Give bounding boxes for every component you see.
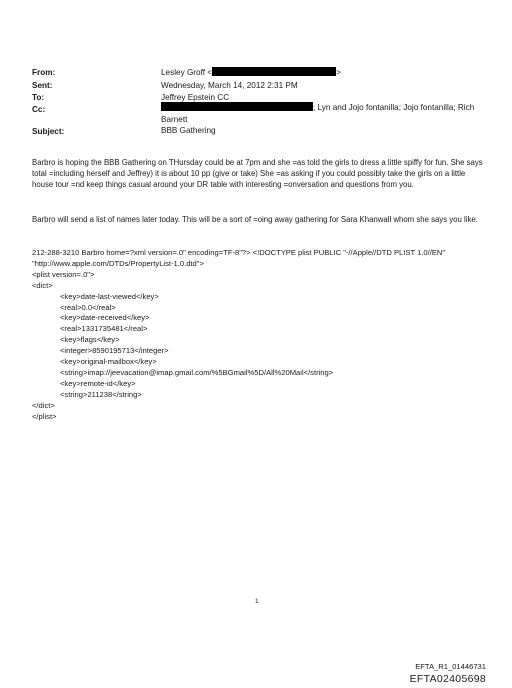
cc-label: Cc: xyxy=(32,105,46,114)
code-line: <string>211238</string> xyxy=(60,389,142,399)
code-line: <key>original-mailbox</key> xyxy=(60,357,157,367)
redaction-bar xyxy=(161,102,313,111)
to-value: Jeffrey Epstein CC xyxy=(161,93,230,102)
body-paragraph-2: Barbro will send a list of names later today. This will be a sort of =oing away gathering for Sara Khanwall whom she says you like. xyxy=(32,215,478,224)
code-line: </dict> xyxy=(32,400,55,410)
code-line: <key>date-last-viewed</key> xyxy=(60,291,159,301)
code-line: 212-288-3210 Barbro home=?xml version=.0" encoding=TF-8"?> <!DOCTYPE plist PUBLIC "-//Apple//DTD PLIST 1.0//EN" xyxy=(32,248,446,257)
page-number: 1 xyxy=(255,598,259,605)
code-line: <dict> xyxy=(32,280,53,290)
plist-code-block xyxy=(32,248,492,423)
cc-recipients: ; Lyn and Jojo fontanilla; Jojo fontanilla; Rich xyxy=(313,103,475,112)
sent-label: Sent: xyxy=(32,81,53,90)
cc-value-line2: Barnett xyxy=(161,115,188,124)
from-label: From: xyxy=(32,68,56,77)
code-line: <key>remote-id</key> xyxy=(60,378,136,388)
to-label: To: xyxy=(32,93,45,102)
subject-value: BBB Gathering xyxy=(161,126,216,135)
code-line: "http://www.apple.com/DTDs/PropertyList-1.0.dtd"> xyxy=(32,258,204,268)
sent-value: Wednesday, March 14, 2012 2:31 PM xyxy=(161,81,298,90)
code-line: <string>imap://jeevacation@imap.gmail.com/%5BGmail%5D/All%20Mail</string> xyxy=(60,367,334,377)
code-line: <key>flags</key> xyxy=(60,335,120,345)
code-line: <real>1331735481</real> xyxy=(60,324,148,334)
from-name: Lesley Groff < xyxy=(161,68,213,77)
bates-number-primary: EFTA_R1_01446731 xyxy=(415,662,486,671)
code-line: <plist version=.0"> xyxy=(32,269,95,279)
code-line: <key>date-received</key> xyxy=(60,313,150,323)
from-suffix: > xyxy=(336,68,341,77)
code-line: <integer>8590195713</integer> xyxy=(60,346,169,356)
redaction-bar xyxy=(212,67,336,76)
body-paragraph-1: Barbro is hoping the BBB Gathering on THursday could be at 7pm and she =as told the girls to dress a little spiffy for fun. She says total =including herself and Jeffrey) it is about 10 pp (give or take) She =as asking if you could possibly take the girls on a little house tour =nd keep things casual around your DR table with interesting =onversation and questions from you. xyxy=(32,158,483,189)
bates-number-secondary: EFTA02405698 xyxy=(409,673,486,685)
subject-label: Subject: xyxy=(32,127,65,136)
from-value xyxy=(161,67,341,78)
cc-value-line1 xyxy=(161,102,474,113)
code-line: <real>0.0</real> xyxy=(60,302,116,312)
code-line: </plist> xyxy=(32,411,57,421)
